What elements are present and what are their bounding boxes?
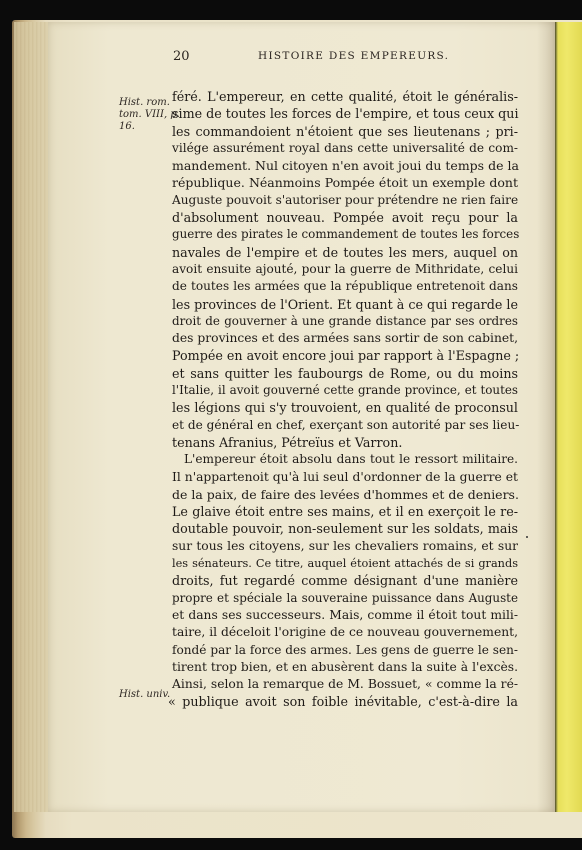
text-line: et de général en chef, exerçant son autorité par ses lieu-	[172, 417, 520, 432]
text-line: les sénateurs. Ce titre, auquel étoient attachés de si grands	[172, 557, 518, 571]
text-line: les provinces de l'Orient. Et quant à ce qui regarde le	[172, 296, 518, 312]
text-line: propre et spéciale la souveraine puissance dans Auguste	[172, 590, 518, 605]
text-line: d'absolument nouveau. Pompée avoit reçu pour la	[172, 210, 518, 226]
text-line: navales de l'empire et de toutes les mers, auquel on	[172, 244, 518, 260]
text-line: des provinces et des armées sans sortir de son cabinet,	[172, 331, 518, 346]
margin-note-line: Hist. rom.	[119, 97, 170, 108]
text-line: sur tous les citoyens, sur les chevaliers romains, et sur	[172, 538, 518, 553]
text-line: et sans quitter les faubourgs de Rome, ou du moins	[172, 365, 518, 381]
text-line: les légions qui s'y trouvoient, en qualité de proconsul	[172, 400, 518, 416]
text-line: l'Italie, il avoit gouverné cette grande province, et toutes	[172, 383, 518, 398]
text-line: taire, il déceloit l'origine de ce nouveau gouvernement,	[172, 625, 518, 640]
text-line: avoit ensuite ajouté, pour la guerre de Mithridate, celui	[172, 261, 518, 276]
text-line: L'empereur étoit absolu dans tout le ressort militaire.	[184, 452, 518, 467]
gutter-shadow	[537, 22, 555, 812]
text-line: vilége assurément royal dans cette universalité de com-	[172, 140, 518, 155]
margin-note-line: 16.	[119, 121, 135, 132]
text-line: et dans ses successeurs. Mais, comme il étoit tout mili-	[172, 607, 518, 622]
margin-note-hist-rom	[119, 97, 180, 133]
body-text	[168, 88, 520, 711]
text-line: guerre des pirates le commandement de toutes les forces	[172, 227, 520, 242]
text-line: tirent trop bien, et en abusèrent dans la suite à l'excès.	[172, 659, 518, 674]
text-line: fondé par la force des armes. Les gens de guerre le sen-	[172, 642, 518, 657]
text-line: « publique avoit son foible inévitable, c'est-à-dire la	[168, 694, 518, 710]
text-line: Ainsi, selon la remarque de M. Bossuet, « comme la ré-	[172, 677, 518, 692]
text-line: féré. L'empereur, en cette qualité, étoit le généralis-	[172, 89, 518, 104]
text-line: Le glaive étoit entre ses mains, et il en exerçoit le re-	[172, 504, 518, 520]
text-line: Il n'appartenoit qu'à lui seul d'ordonner de la guerre et	[172, 469, 518, 484]
running-title: HISTOIRE DES EMPEREURS.	[258, 50, 450, 62]
ink-speck	[526, 536, 528, 538]
margin-note-hist-univ	[119, 689, 170, 701]
margin-note-line: tom. VIII, p.	[119, 109, 180, 120]
text-line: sime de toutes les forces de l'empire, et tous ceux qui	[172, 106, 519, 122]
facing-page-edge	[555, 22, 582, 812]
text-line: mandement. Nul citoyen n'en avoit joui du temps de la	[172, 158, 519, 174]
text-line: Auguste pouvoit s'autoriser pour prétendre ne rien faire	[172, 192, 519, 207]
text-line: Pompée en avoit encore joui par rapport à l'Espagne ;	[172, 348, 520, 364]
text-line: les commandoient n'étoient que ses lieutenans ; pri-	[172, 123, 518, 139]
text-line: de toutes les armées que la république entretenoit dans	[172, 279, 518, 294]
page-number: 20	[173, 49, 190, 64]
text-line: république. Néanmoins Pompée étoit un exemple dont	[172, 175, 518, 191]
text-line: doutable pouvoir, non-seulement sur les soldats, mais	[172, 521, 518, 537]
text-line: droits, fut regardé comme désignant d'une manière	[172, 573, 518, 589]
text-line: de la paix, de faire des levées d'hommes et de deniers.	[172, 486, 519, 502]
page-header	[0, 49, 582, 69]
text-line: tenans Afranius, Pétreïus et Varron.	[172, 434, 403, 450]
margin-note-line: Hist. univ.	[119, 689, 171, 700]
text-line: droit de gouverner à une grande distance par ses ordres	[172, 313, 518, 328]
